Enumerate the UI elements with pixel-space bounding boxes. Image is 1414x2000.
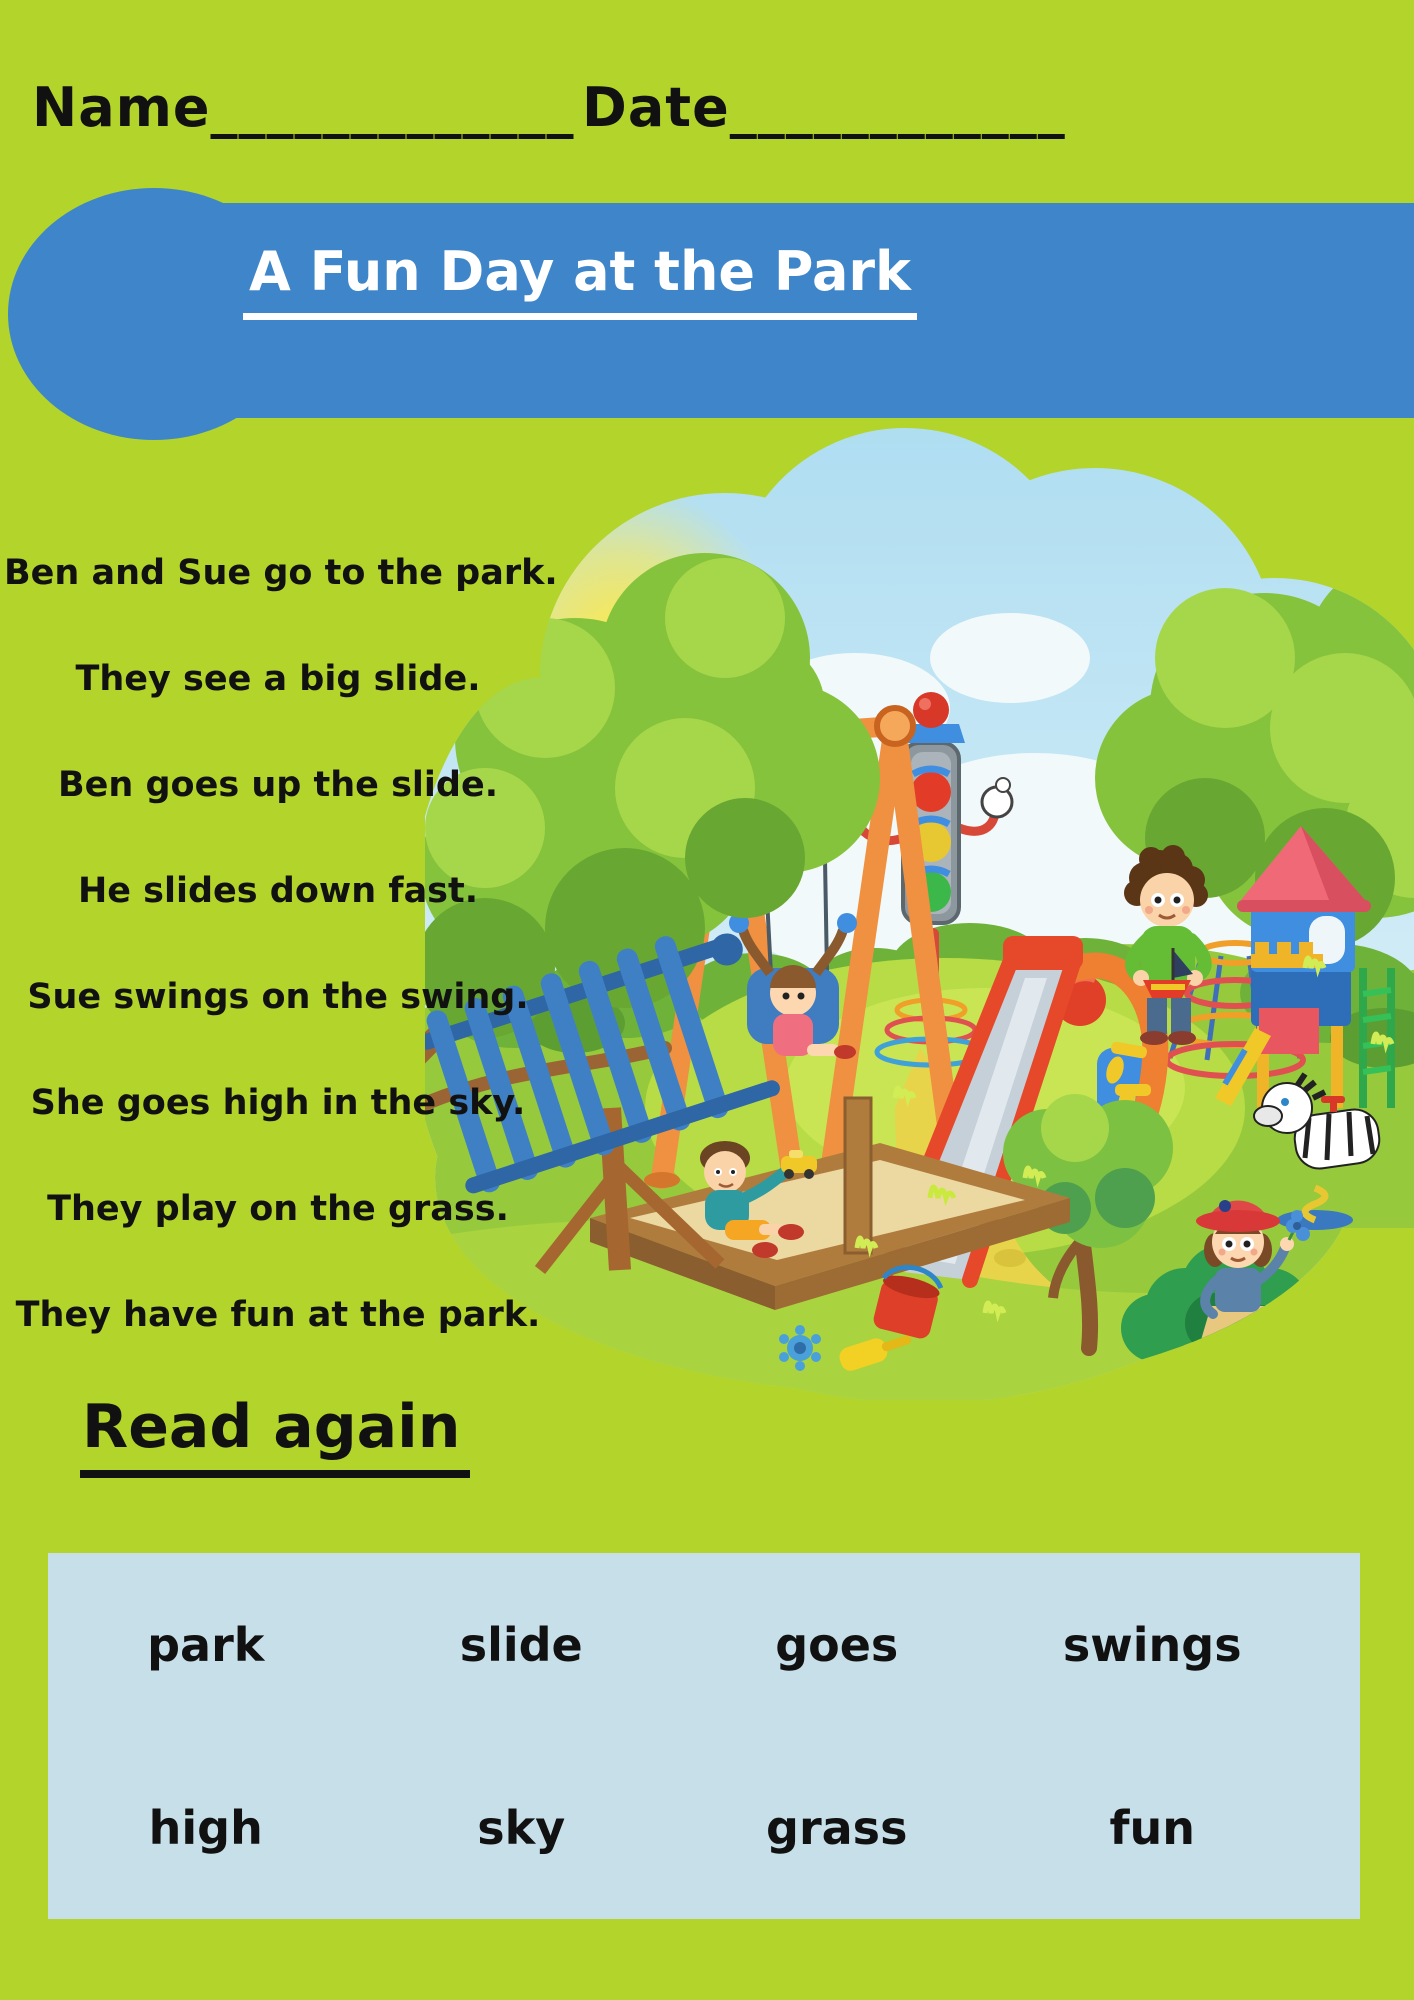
- story-line: He slides down fast.: [77, 871, 479, 911]
- word-bank: [48, 1553, 1360, 1919]
- word-bank-word: sky: [477, 1800, 566, 1855]
- word-bank-word: park: [147, 1617, 265, 1672]
- story-line: Ben and Sue go to the park.: [4, 553, 558, 593]
- story-line: Sue swings on the swing.: [27, 977, 529, 1017]
- story-line: She goes high in the sky.: [30, 1083, 526, 1123]
- word-bank-word: swings: [1062, 1617, 1242, 1672]
- story-line: They see a big slide.: [75, 659, 481, 699]
- girl-with-flowers-icon: [1196, 1200, 1310, 1380]
- word-bank-word: high: [148, 1800, 263, 1855]
- word-bank-word: slide: [459, 1617, 583, 1672]
- name-field: Name_____________: [32, 76, 575, 139]
- story-text: [4, 520, 558, 1368]
- story-line: Ben goes up the slide.: [57, 765, 498, 805]
- story-line: They play on the grass.: [47, 1189, 509, 1229]
- story-line: They have fun at the park.: [15, 1295, 541, 1335]
- word-bank-word: grass: [766, 1800, 908, 1855]
- date-field: Date____________: [582, 76, 1066, 139]
- word-bank-word: goes: [775, 1617, 899, 1672]
- word-bank-word: fun: [1109, 1800, 1195, 1855]
- playground-illustration: [425, 408, 1414, 1400]
- read-again-heading: Read again: [80, 1392, 470, 1478]
- page-title: A Fun Day at the Park: [150, 240, 1010, 320]
